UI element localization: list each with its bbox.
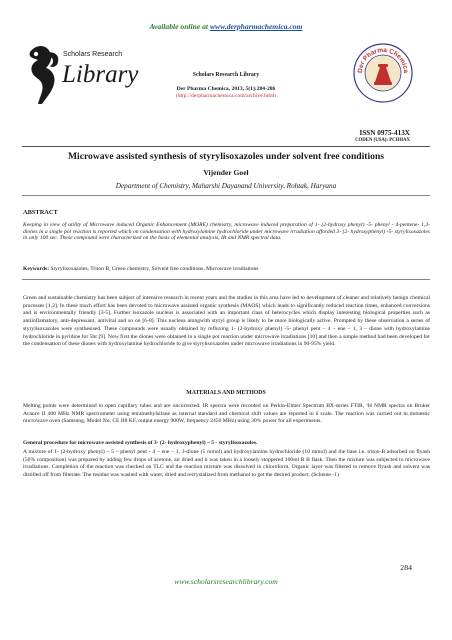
issn: ISSN 0975-413X xyxy=(359,129,410,137)
keywords-text: Styrylisoxazoles, Triton B, Green chemistry, Solvent free conditions, Microwave irradiations xyxy=(50,266,259,272)
keywords-label: Keywords: xyxy=(23,266,50,272)
page-number: 284 xyxy=(400,563,412,572)
abstract-heading: ABSTRACT xyxy=(23,209,58,216)
abstract-text: Keeping in view of utility of Microwave induced Organic Enhancement (MORE) chemistry, microwave induced preparation of 1- (2-hydroxy phenyl) -5- phenyl - 4-pentene- 1,3- diones in a single pot reaction is reported which on condensation with hydroxylamine hydrochloride under microwave irradiation afforded 3- (2- hydroxyphenyl) -5- styrylisoxazoles in only 100 sec. These compound were characterized on the basis of elemental analysis, IR and NMR spectral data. xyxy=(23,222,430,242)
keywords xyxy=(23,266,430,273)
journal-citation: Der Pharma Chemica, 2013, 5(1):284-286 xyxy=(176,86,276,93)
publication-info xyxy=(130,72,322,101)
logo-text-main: Library xyxy=(62,61,139,88)
seal-ring-text: Der Pharma Chemica xyxy=(356,46,410,74)
title-divider xyxy=(22,195,430,196)
subsection-heading-procedure: General procedure for microwave assisted synthesis of 3- (2- hydroxyphenyl) – 5 - styrylisoxazoles. xyxy=(23,440,258,446)
header-divider xyxy=(22,146,430,147)
availability-prefix: Available online at xyxy=(149,22,209,31)
der-pharma-chemica-seal xyxy=(352,42,414,104)
author-name: Vijender Goel xyxy=(203,168,249,177)
footer-link[interactable]: www.scholarsresearchlibrary.com xyxy=(174,577,278,586)
availability-line xyxy=(0,22,452,31)
procedure-paragraph: A mixture of 1- (2-hydroxy phenyl) – 5 – phenyl pent - 4 – ene – 1, 3-dione (5 mmol) and hydroxylamine hydrochloride (10 mmol) and the base i.e. triton-B adsorbed on flyash (50% composition) was prepared by adding few drops of acetone, air dried and it was taken in a loosely stoppered 100ml R B flask. Then the mixture was subjected to microwave irradiations. Completion of the reaction was checked on TLC and the reaction mixture was dissolved in chloroform. Organic layer was filtered to remove flyash and solvent was distilled off from filterate. The residue was washed with water, dried and recrystalized from methanol to get the desired product. (Scheme -1) xyxy=(23,449,430,478)
introduction-paragraph: Green and sustainable chemistry has been subject of intensive research in recent years and the studies in this area have led to development of cleaner and relatively benign chemical processes [1,2]. In these much effort has been devoted to microwave assisted organic synthesis (MAOS) which leads to significantly reduced reaction times, enhanced conversions and is environmentally friendly [3-5]. Further isoxazole nucleus is associated with an important class of heterocycles which display interesting biological properties such as antiinflamatory, anti-depressant, antiviral and so on [6-8]. This nucleus alongwith styryl group is likely to be more biologically active. Prompted by these observation a series of styrylisoxazoles were synthesised. These compounds were usually obtained by refluxing 1- (2-hydroxy phenyl) -5- phenyl pent – 4 – ene – 1, 3 – dione with hydroxylamine hydrochloride in pyridine for 5hr [9]. Now first the diones were obtained in a single pot reaction under microwave irradiations [10] and then a simple method had been developed for the condensation of these diones with hydroxylamine hydrochloride to give styrylisoxazoles under microwave irradiations in 90-95% yield. xyxy=(23,295,430,348)
methods-paragraph: Melting points were determined in open capillary tubes and are uncorrected. IR spectra were recorded on Perkin-Elmer Spectrum BX-series FTIR, ¹H NMR spectra on Bruker Avance II 400 MHz NMR spectrometer using tetramethylsilane as internal standard and chemical shift values are reported in δ scale. The reaction was carried out in domestic microwave oven (Samsung, Model No. CE II8 KF, output energy 900W, frequency 2450 MHz) using 30% power for all experiments. xyxy=(23,403,430,425)
publisher-name: Scholars Research Library xyxy=(192,72,260,78)
logo-text-top: Scholars Research xyxy=(63,51,123,58)
scholars-research-library-logo xyxy=(22,40,139,115)
coden: CODEN (USA): PCHHAX xyxy=(355,138,410,143)
journal-site-link[interactable]: www.derpharmachemica.com xyxy=(209,22,303,31)
article-title: Microwave assisted synthesis of styrylisoxazoles under solvent free conditions xyxy=(67,151,385,162)
archive-link[interactable]: (http://derpharmachemica.com/archive.html) xyxy=(175,93,277,100)
abstract-divider xyxy=(22,279,430,280)
author-affiliation: Department of Chemistry, Maharshi Dayanand University, Rohtak, Haryana xyxy=(115,182,337,190)
section-heading-methods: MATERIALS AND METHODS xyxy=(186,390,266,396)
